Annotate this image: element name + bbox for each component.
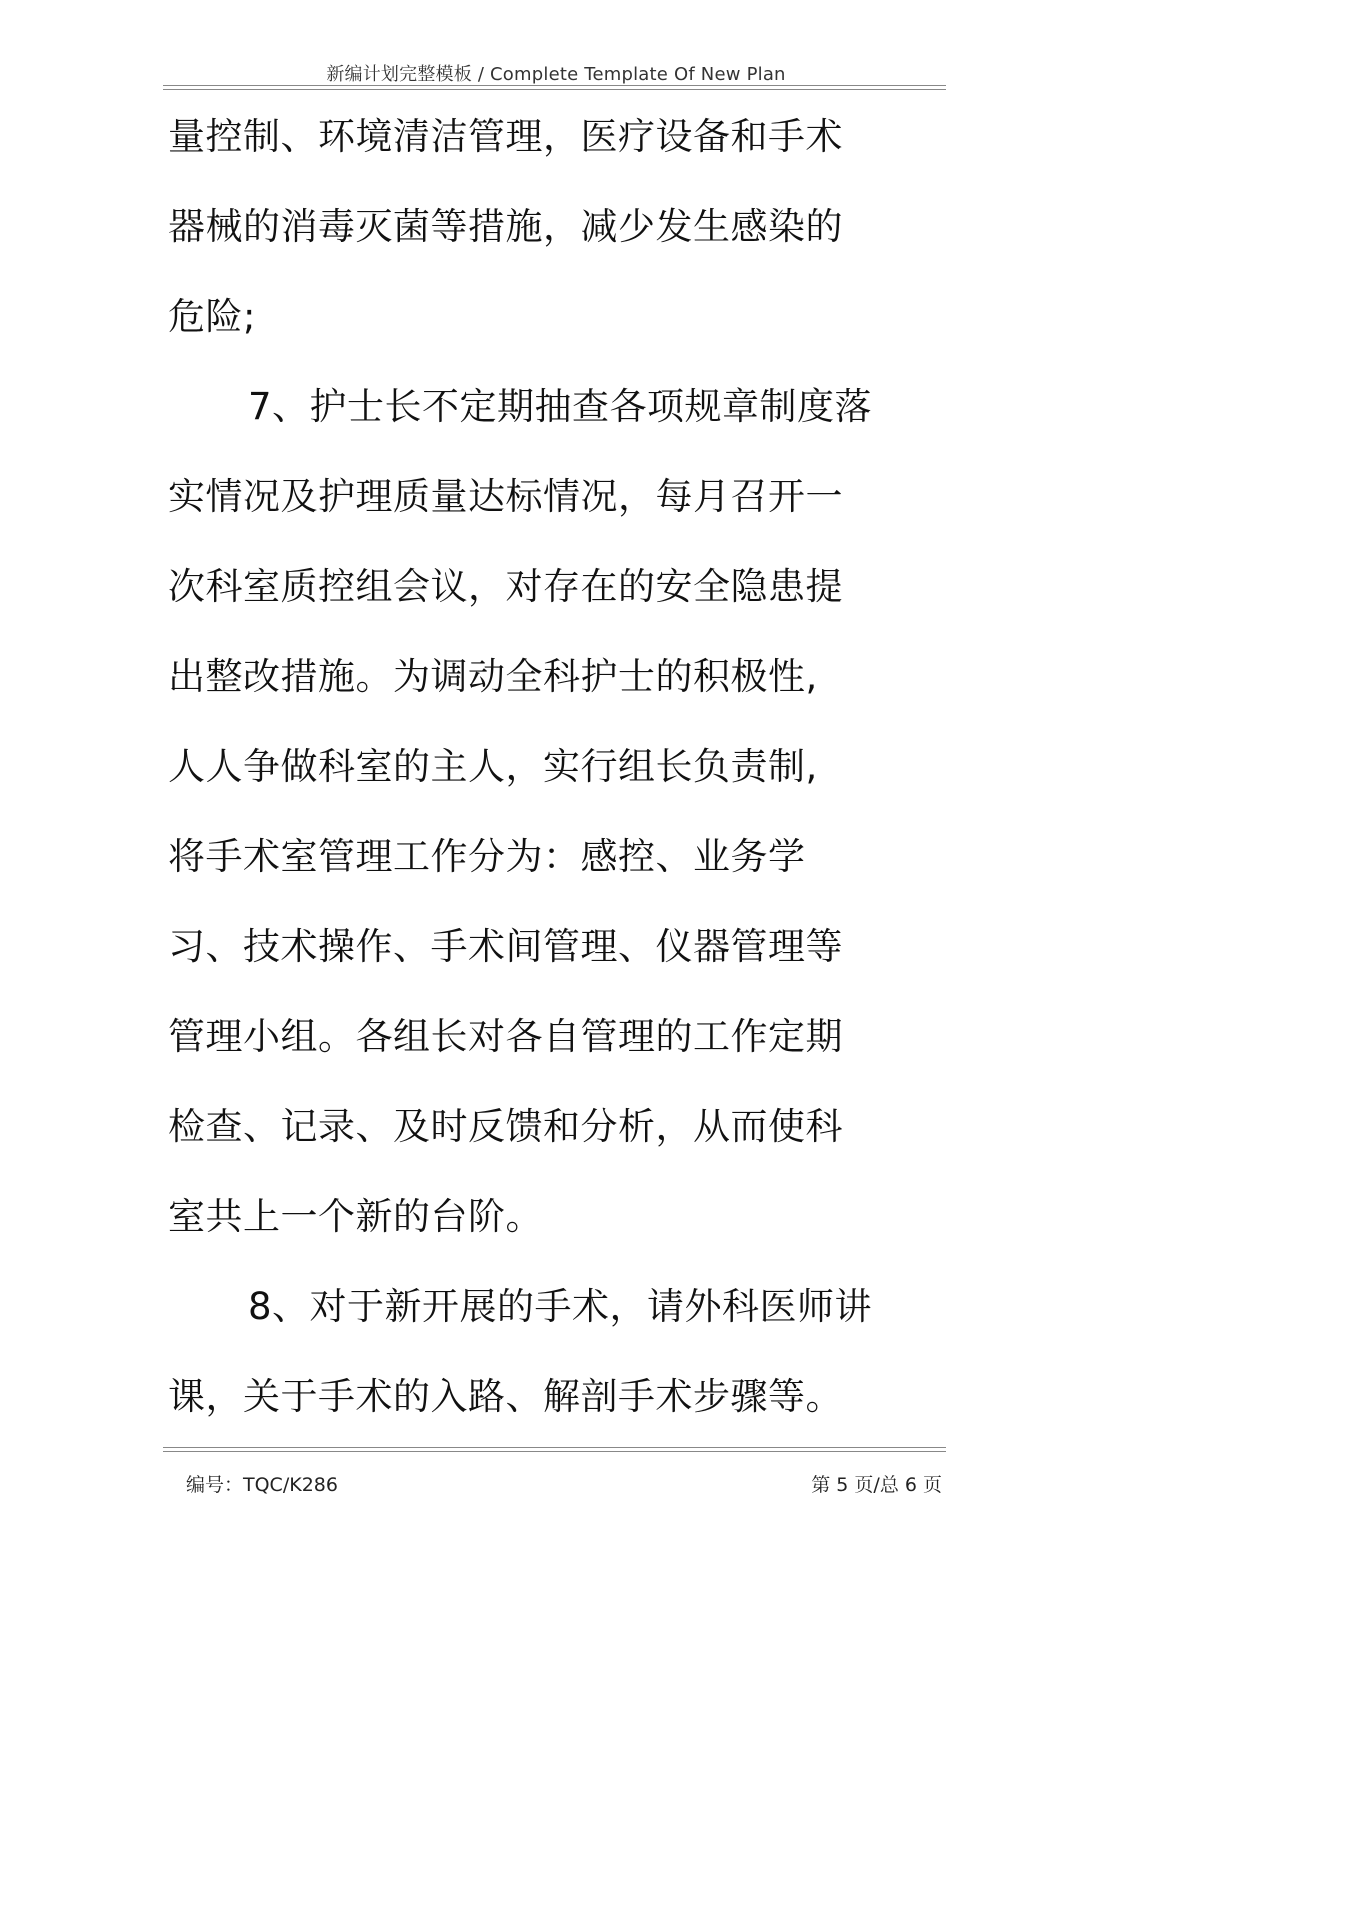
body-line: 人人争做科室的主人，实行组长负责制, [168, 745, 818, 788]
body-line: 器械的消毒灭菌等措施，减少发生感染的 [168, 205, 843, 248]
header-rule [163, 85, 946, 90]
body-line: 习、技术操作、手术间管理、仪器管理等 [168, 925, 843, 968]
body-text [168, 92, 938, 1442]
body-line: 检查、记录、及时反馈和分析，从而使科 [168, 1105, 843, 1148]
document-code: 编号：TQC/K286 [186, 1474, 338, 1496]
body-line: 室共上一个新的台阶。 [168, 1195, 543, 1238]
body-line: 量控制、环境清洁管理，医疗设备和手术 [168, 115, 843, 158]
body-line: 将手术室管理工作分为：感控、业务学 [168, 835, 806, 878]
body-line: 出整改措施。为调动全科护士的积极性, [168, 655, 818, 698]
footer-rule [163, 1447, 946, 1452]
page-number: 第 5 页/总 6 页 [811, 1474, 942, 1496]
body-line: 次科室质控组会议，对存在的安全隐患提 [168, 565, 843, 608]
body-line: 实情况及护理质量达标情况，每月召开一 [168, 475, 843, 518]
body-line: 危险; [168, 295, 256, 338]
body-line: 课，关于手术的入路、解剖手术步骤等。 [168, 1375, 843, 1418]
body-line: 管理小组。各组长对各自管理的工作定期 [168, 1015, 843, 1058]
body-line: 7、护士长不定期抽查各项规章制度落 [248, 385, 873, 428]
header-title: 新编计划完整模板 / Complete Template Of New Plan [326, 64, 786, 85]
body-line: 8、对于新开展的手术，请外科医师讲 [248, 1285, 873, 1328]
